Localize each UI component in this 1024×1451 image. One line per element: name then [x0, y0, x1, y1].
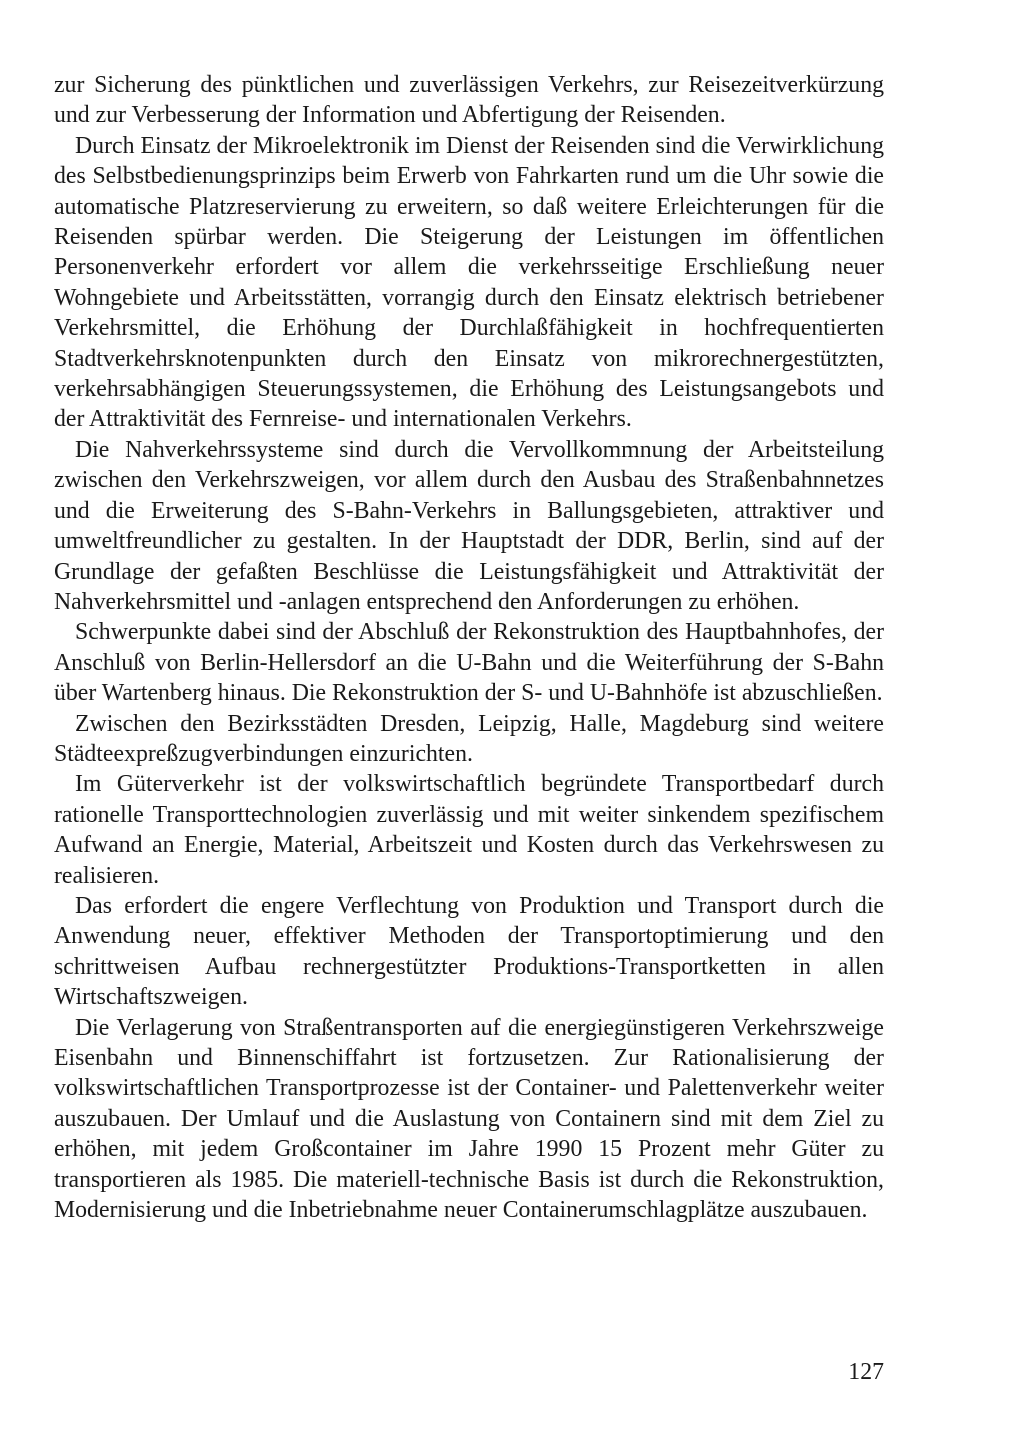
page-number: 127 — [848, 1359, 884, 1385]
paragraph-3: Die Nahverkehrssysteme sind durch die Vervollkommnung der Arbeitsteilung zwischen den Verkehrszweigen, vor allem durch den Ausbau des Straßenbahnnetzes und die Erweiterung des S-Bahn-Verkehrs in Ballungsgebieten, attraktiver und umweltfreundlicher zu gestalten. In der Hauptstadt der DDR, Berlin, sind auf der Grundlage der gefaßten Beschlüsse die Leistungsfähigkeit und Attraktivität der Nahverkehrsmittel und -anlagen entsprechend den Anforderungen zu erhöhen. — [54, 436, 884, 615]
paragraph-6: Im Güterverkehr ist der volkswirtschaftlich begründete Transportbedarf durch rationelle Transporttechnologien zuverlässig und mit weiter sinkendem spezifischem Aufwand an Energie, Material, Arbeitszeit und Kosten durch das Verkehrswesen zu realisieren. — [54, 771, 884, 889]
paragraph-2: Durch Einsatz der Mikroelektronik im Dienst der Reisenden sind die Verwirklichung des Selbstbedienungsprinzips beim Erwerb von Fahrkarten rund um die Uhr sowie die automatische Platzreservierung zu erweitern, so daß weitere Erleichterungen für die Reisenden spürbar werden. Die Steigerung der Leistungen im öffentlichen Personenverkehr erfordert vor allem die verkehrsseitige Erschließung neuer Wohngebiete und Arbeitsstätten, vorrangig durch den Einsatz elektrisch betriebener Verkehrsmittel, die Erhöhung der Durchlaßfähigkeit in hochfrequentierten Stadtverkehrsknotenpunkten durch den Einsatz von mikrorechnergestützten, verkehrsabhängigen Steuerungssystemen, die Erhöhung des Leistungsangebots und der Attraktivität des Fernreise- und internationalen Verkehrs. — [54, 132, 884, 433]
paragraph-8: Die Verlagerung von Straßentransporten auf die energiegünstigeren Verkehrszweige Eisenbahn und Binnenschiffahrt ist fortzusetzen. Zur Rationalisierung der volkswirtschaftlichen Transportprozesse ist der Container- und Palettenverkehr weiter auszubauen. Der Umlauf und die Auslastung von Containern sind mit dem Ziel zu erhöhen, mit jedem Großcontainer im Jahre 1990 15 Prozent mehr Güter zu transportieren als 1985. Die materiell-technische Basis ist durch die Rekonstruktion, Modernisierung und die Inbetriebnahme neuer Containerumschlagplätze auszubauen. — [54, 1014, 884, 1224]
page-body — [54, 70, 884, 1225]
paragraph-1: zur Sicherung des pünktlichen und zuverlässigen Verkehrs, zur Reisezeitverkürzung und zur Verbesserung der Information und Abfertigung der Reisenden. — [54, 72, 884, 129]
paragraph-7: Das erfordert die engere Verflechtung von Produktion und Transport durch die Anwendung neuer, effektiver Methoden der Transportoptimierung und den schrittweisen Aufbau rechnergestützter Produktions-Transportketten in allen Wirtschaftszweigen. — [54, 892, 884, 1011]
paragraph-4: Schwerpunkte dabei sind der Abschluß der Rekonstruktion des Hauptbahnhofes, der Anschluß von Berlin-Hellersdorf an die U-Bahn und die Weiterführung der S-Bahn über Wartenberg hinaus. Die Rekonstruktion der S- und U-Bahnhöfe ist abzuschließen. — [54, 619, 884, 707]
paragraph-5: Zwischen den Bezirksstädten Dresden, Leipzig, Halle, Magdeburg sind weitere Städteexpreßzugverbindungen einzurichten. — [54, 710, 884, 767]
